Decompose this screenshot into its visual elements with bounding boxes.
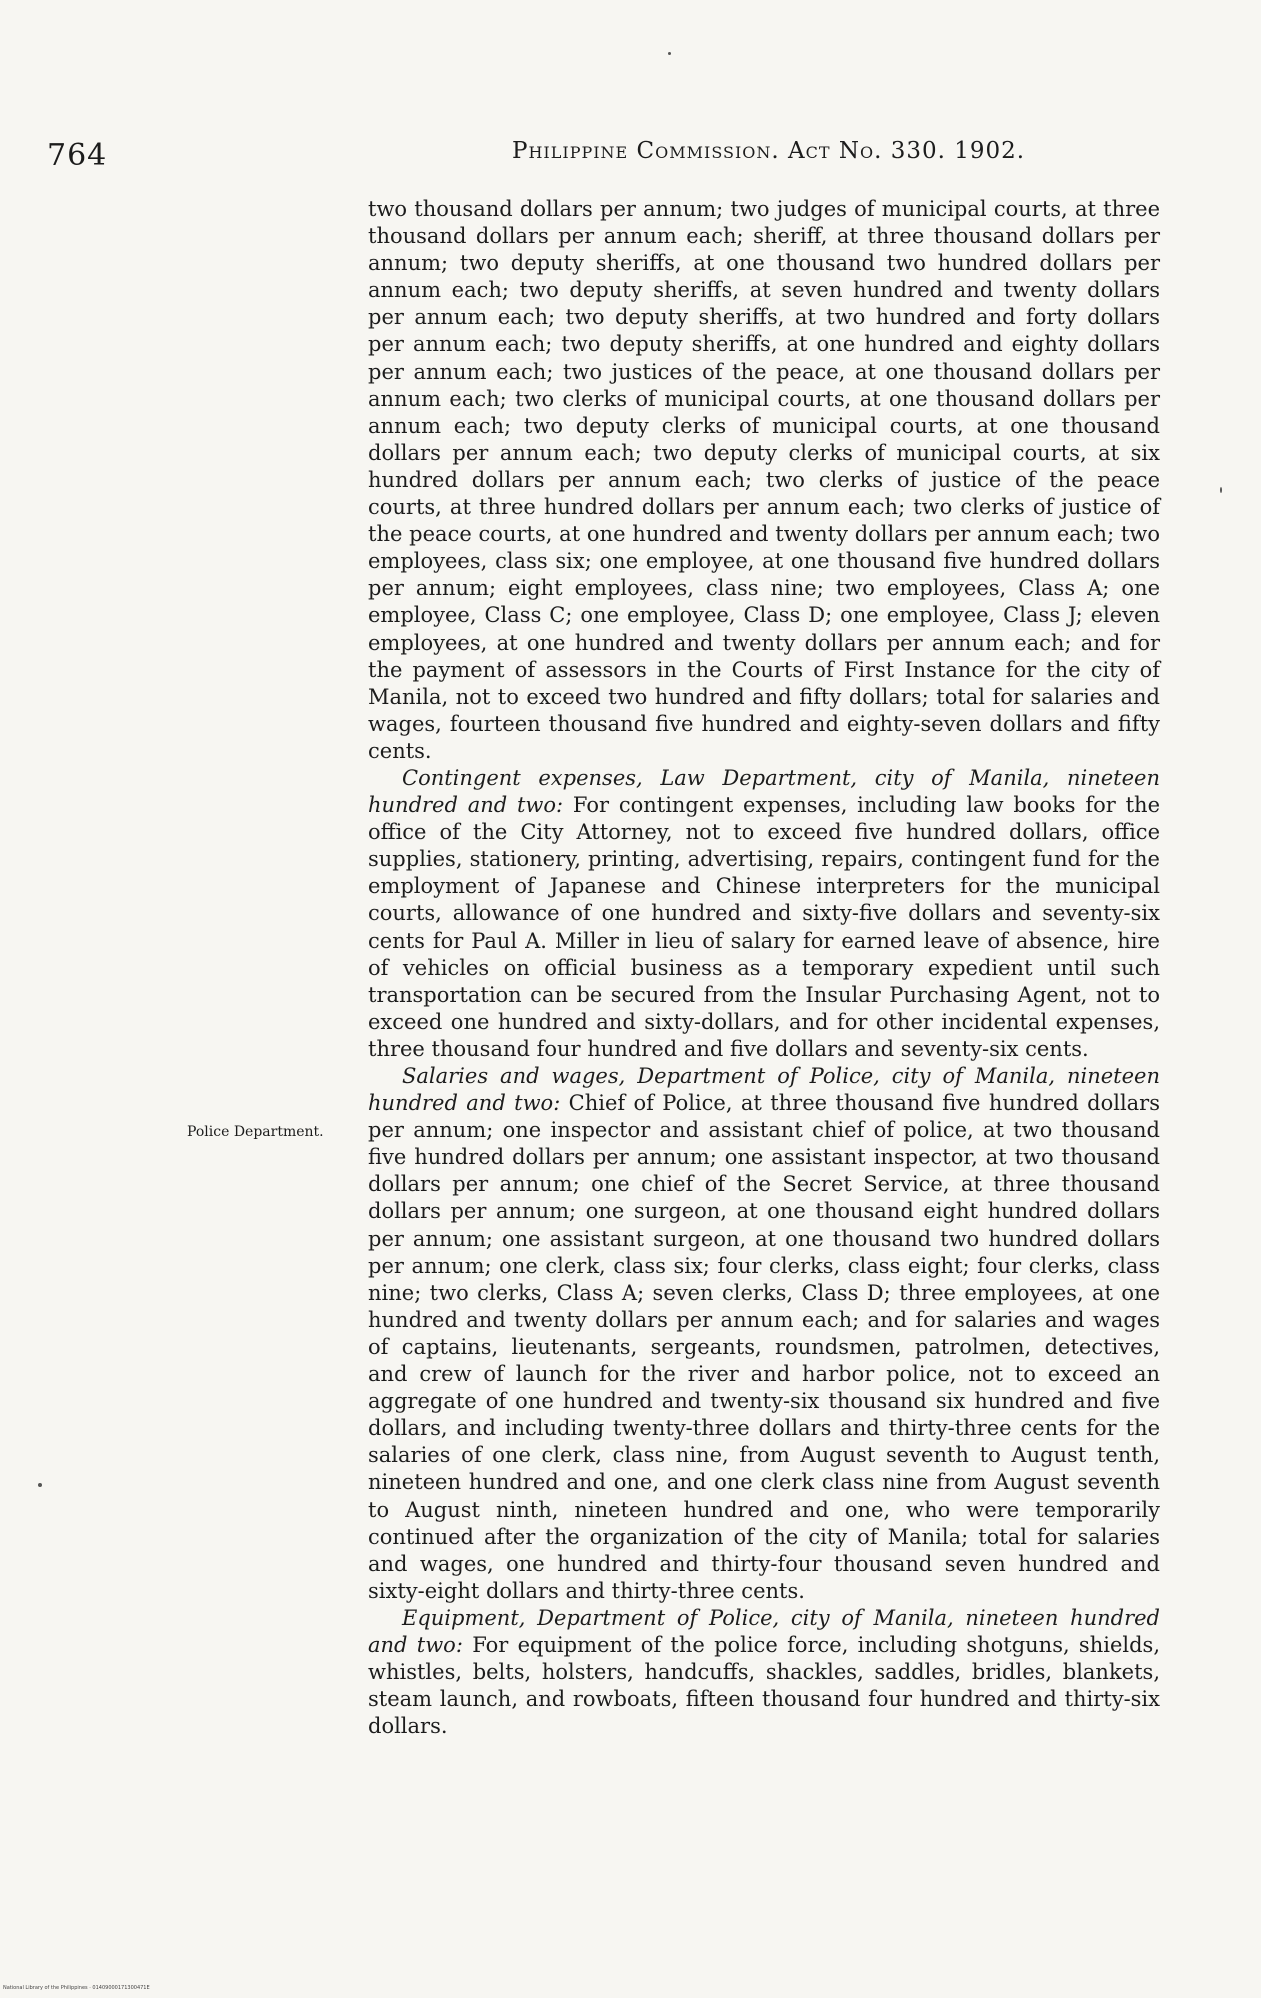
running-head [512,138,1025,164]
paragraph-heading: Contingent expenses, Law Department, city of Manila, nineteen hundred and two: [368,765,1160,818]
footer-credit: National Library of the Philippines · 01409000171300471E [3,1985,150,1991]
margin-note-police-department: Police Department. [187,1124,324,1140]
body-text [368,196,1160,1740]
paragraph-law-contingent [368,765,1160,1063]
running-head-text: Philippine Commission. Act No. 330. 1902. [512,138,1026,164]
page-number: 764 [47,138,108,173]
paragraph-heading: Salaries and wages, Department of Police, city of Manila, nineteen hundred and two: [368,1064,1160,1116]
paragraph-heading: Equipment, Department of Police, city of Manila, nineteen hundred and two: [368,1605,1160,1657]
paragraph-police-equipment [368,1605,1160,1740]
scan-speck [668,52,671,55]
scan-speck [1220,487,1222,493]
paragraph-law-salaries [368,196,1160,765]
scan-speck [38,1483,42,1487]
paragraph-police-salaries [368,1063,1160,1605]
paragraph-text: two thousand dollars per annum; two judges of municipal courts, at three thousand dollars per annum each; sheriff, at three thousand dollars per annum; two deputy sheriffs, at one thousand two hundred dollars per annum each; two deputy sheriffs, at seven hundred and twenty dollars per annum each; two deputy sheriffs, at two hundred and forty dollars per annum each; two deputy sheriffs, at one hundred and eighty dollars per annum each; two justices of the peace, at one thousand dollars per annum each; two clerks of municipal courts, at one thousand dollars per annum each; two deputy clerks of municipal courts, at one thousand dollars per annum each; two deputy clerks of municipal courts, at six hundred dollars per annum each; two clerks of justice of the peace courts, at three hundred dollars per annum each; two clerks of justice of the peace courts, at one hundred and twenty dollars per annum each; two employees, class six; one employee, at one thousand five hundred dollars per annum; eight employees, class nine; two employees, Class A; one employee, Class C; one employee, Class D; one employee, Class J; eleven employees, at one hundred and twenty dollars per annum each; and for the payment of assessors in the Courts of First Instance for the city of Manila, not to exceed two hundred and fifty dollars; total for salaries and wages, fourteen thousand five hundred and eighty-seven dollars and fifty cents. [368,197,1160,763]
paragraph-text: For contingent expenses, including law books for the office of the City Attorney, not to exceed five hundred dollars, office supplies, stationery, printing, advertising, repairs, contingent fund for the employment of Japanese and Chinese interpreters for the municipal courts, allowance of one hundred and sixty-five dollars and seventy-six cents for Paul A. Miller in lieu of salary for earned leave of absence, hire of vehicles on official business as a temporary expedient until such transportation can be secured from the Insular Purchasing Agent, not to exceed one hundred and sixty-dollars, and for other incidental expenses, three thousand four hundred and five dollars and seventy-six cents. [368,793,1160,1061]
paragraph-text: Chief of Police, at three thousand five hundred dollars per annum; one inspector and assistant chief of police, at two thousand five hundred dollars per annum; one assistant inspector, at two thousand dollars per annum; one chief of the Secret Service, at three thousand dollars per annum; one surgeon, at one thousand eight hundred dollars per annum; one assistant surgeon, at one thousand two hundred dollars per annum; one clerk, class six; four clerks, class eight; four clerks, class nine; two clerks, Class A; seven clerks, Class D; three employees, at one hundred and twenty dollars per annum each; and for salaries and wages of captains, lieutenants, sergeants, roundsmen, patrolmen, detectives, and crew of launch for the river and harbor police, not to exceed an aggregate of one hundred and twenty-six thousand six hundred and five dollars, and including twenty-three dollars and thirty-three cents for the salaries of one clerk, class nine, from August seventh to August tenth, nineteen hundred and one, and one clerk class nine from August seventh to August ninth, nineteen hundred and one, who were temporarily continued after the organization of the city of Manila; total for salaries and wages, one hundred and thirty-four thousand seven hundred and sixty-eight dollars and thirty-three cents. [368,1091,1160,1603]
paragraph-text: For equipment of the police force, including shotguns, shields, whistles, belts, holsters, handcuffs, shackles, saddles, bridles, blankets, steam launch, and rowboats, fifteen thousand four hundred and thirty-six dollars. [368,1632,1160,1739]
